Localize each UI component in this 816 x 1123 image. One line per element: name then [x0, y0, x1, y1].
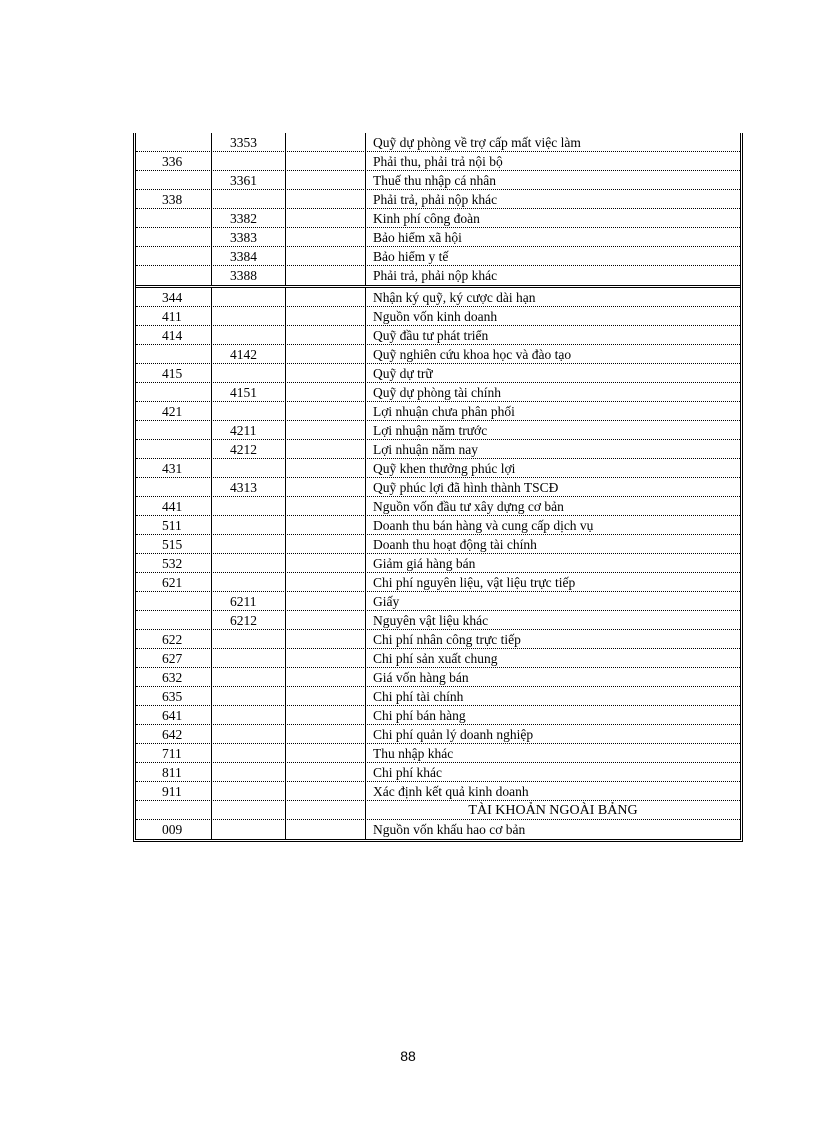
account-code-level1: 421	[136, 402, 212, 420]
account-code-extra	[286, 744, 366, 762]
table-row	[136, 478, 740, 497]
account-code-extra	[286, 554, 366, 572]
table-row	[136, 782, 740, 801]
account-code-level1	[136, 611, 212, 629]
table-row	[136, 307, 740, 326]
account-code-extra	[286, 326, 366, 344]
account-code-level1: 635	[136, 687, 212, 705]
account-code-level1: 336	[136, 152, 212, 170]
section-header-row	[136, 801, 740, 820]
table-row	[136, 383, 740, 402]
account-code-level2	[212, 649, 286, 667]
account-code-level1	[136, 421, 212, 439]
account-code-level2: 3361	[212, 171, 286, 189]
account-code-level2: 6211	[212, 592, 286, 610]
account-code-level2	[212, 459, 286, 477]
account-code-level2	[212, 497, 286, 515]
table-row	[136, 364, 740, 383]
table-row	[136, 535, 740, 554]
account-code-extra	[286, 649, 366, 667]
account-code-extra	[286, 630, 366, 648]
account-code-level2	[212, 152, 286, 170]
account-code-extra	[286, 288, 366, 306]
page-number: 88	[400, 1048, 416, 1064]
account-code-level2: 4313	[212, 478, 286, 496]
account-code-level2	[212, 801, 286, 819]
account-name: Phải thu, phải trả nội bộ	[373, 154, 503, 169]
account-code-level1: 632	[136, 668, 212, 686]
account-code-level2: 4212	[212, 440, 286, 458]
table-row	[136, 228, 740, 247]
account-code-extra	[286, 478, 366, 496]
account-code-extra	[286, 133, 366, 151]
account-code-level1	[136, 133, 212, 151]
account-code-level1: 711	[136, 744, 212, 762]
account-name: Nguồn vốn khấu hao cơ bản	[373, 822, 526, 837]
account-code-level1: 622	[136, 630, 212, 648]
account-name: Quỹ nghiên cứu khoa học và đào tạo	[373, 347, 572, 362]
account-code-level1	[136, 266, 212, 285]
table-row	[136, 630, 740, 649]
account-code-level1	[136, 247, 212, 265]
account-code-extra	[286, 782, 366, 800]
account-name: Chi phí quản lý doanh nghiệp	[373, 727, 534, 742]
account-name: Chi phí sản xuất chung	[373, 651, 498, 666]
account-code-level1	[136, 440, 212, 458]
account-code-extra	[286, 383, 366, 401]
table-row	[136, 763, 740, 782]
account-code-level1	[136, 345, 212, 363]
table-row	[136, 668, 740, 687]
account-name: Chi phí bán hàng	[373, 708, 466, 723]
table-row	[136, 706, 740, 725]
account-code-level1: 009	[136, 820, 212, 839]
account-code-extra	[286, 421, 366, 439]
table-row	[136, 133, 740, 152]
account-code-level2	[212, 744, 286, 762]
account-code-level1: 532	[136, 554, 212, 572]
account-name: Chi phí nguyên liệu, vật liệu trực tiếp	[373, 575, 576, 590]
account-code-level2	[212, 725, 286, 743]
account-code-extra	[286, 611, 366, 629]
account-code-level2	[212, 307, 286, 325]
account-code-extra	[286, 801, 366, 819]
account-code-extra	[286, 402, 366, 420]
account-name: Quỹ phúc lợi đã hình thành TSCĐ	[373, 480, 559, 495]
account-name: Quỹ dự phòng tài chính	[373, 385, 502, 400]
account-name: Giá vốn hàng bán	[373, 670, 469, 685]
account-code-level2: 4142	[212, 345, 286, 363]
account-code-level2	[212, 668, 286, 686]
account-code-level1	[136, 228, 212, 246]
account-name: Lợi nhuận chưa phân phối	[373, 404, 515, 419]
account-code-extra	[286, 190, 366, 208]
account-code-level2	[212, 554, 286, 572]
account-name: Lợi nhuận năm nay	[373, 442, 478, 457]
account-code-extra	[286, 573, 366, 591]
account-name: Quỹ khen thưởng phúc lợi	[373, 461, 516, 476]
account-code-extra	[286, 364, 366, 382]
section-title: TÀI KHOẢN NGOÀI BẢNG	[468, 803, 638, 818]
account-table	[133, 133, 743, 842]
account-code-extra	[286, 706, 366, 724]
account-code-extra	[286, 516, 366, 534]
account-code-level1	[136, 171, 212, 189]
account-code-level2	[212, 573, 286, 591]
account-code-level2: 4151	[212, 383, 286, 401]
account-code-extra	[286, 345, 366, 363]
account-code-extra	[286, 687, 366, 705]
account-name: Nguồn vốn kinh doanh	[373, 309, 498, 324]
account-code-level2	[212, 687, 286, 705]
account-code-level2	[212, 516, 286, 534]
account-code-level1: 511	[136, 516, 212, 534]
table-row	[136, 516, 740, 535]
account-name: Giảm giá hàng bán	[373, 556, 476, 571]
table-row	[136, 209, 740, 228]
account-code-extra	[286, 459, 366, 477]
account-code-level2	[212, 190, 286, 208]
account-code-level1	[136, 478, 212, 496]
account-code-level1	[136, 383, 212, 401]
account-code-level1: 811	[136, 763, 212, 781]
account-name: Lợi nhuận năm trước	[373, 423, 488, 438]
table-row	[136, 440, 740, 459]
account-name: Doanh thu hoạt động tài chính	[373, 537, 537, 552]
account-code-extra	[286, 171, 366, 189]
table-row	[136, 152, 740, 171]
account-name: Thuế thu nhập cá nhân	[373, 173, 496, 188]
account-code-extra	[286, 497, 366, 515]
account-code-level2	[212, 402, 286, 420]
account-name: Nhận ký quỹ, ký cược dài hạn	[373, 290, 536, 305]
account-code-extra	[286, 307, 366, 325]
account-code-extra	[286, 668, 366, 686]
account-name: Quỹ đầu tư phát triển	[373, 328, 489, 343]
table-row	[136, 171, 740, 190]
account-code-level2: 3382	[212, 209, 286, 227]
account-name: Phải trả, phải nộp khác	[373, 192, 498, 207]
account-code-level1: 627	[136, 649, 212, 667]
account-code-level2: 3384	[212, 247, 286, 265]
account-code-level2	[212, 706, 286, 724]
account-code-level2	[212, 288, 286, 306]
account-name: Phải trả, phải nộp khác	[373, 268, 498, 283]
account-code-level2: 6212	[212, 611, 286, 629]
table-row	[136, 402, 740, 421]
table-row	[136, 820, 740, 839]
account-code-extra	[286, 266, 366, 285]
account-name: Nguyên vật liệu khác	[373, 613, 489, 628]
table-row	[136, 725, 740, 744]
account-name: Giấy	[373, 594, 400, 609]
account-code-extra	[286, 152, 366, 170]
account-name: Doanh thu bán hàng và cung cấp dịch vụ	[373, 518, 594, 533]
table-row	[136, 459, 740, 478]
account-code-level1	[136, 801, 212, 819]
account-code-level1: 431	[136, 459, 212, 477]
account-code-level2	[212, 326, 286, 344]
account-name: Kinh phí công đoàn	[373, 211, 480, 226]
table-row	[136, 421, 740, 440]
account-code-level2	[212, 820, 286, 839]
table-row	[136, 326, 740, 345]
table-row	[136, 497, 740, 516]
account-code-level1: 515	[136, 535, 212, 553]
account-code-level1: 411	[136, 307, 212, 325]
account-name: Chi phí tài chính	[373, 689, 464, 704]
table-row	[136, 554, 740, 573]
account-code-extra	[286, 440, 366, 458]
account-code-level1: 415	[136, 364, 212, 382]
account-code-level2: 3388	[212, 266, 286, 285]
account-name: Thu nhập khác	[373, 746, 454, 761]
table-row	[136, 288, 740, 307]
account-code-level1: 642	[136, 725, 212, 743]
table-row	[136, 649, 740, 668]
account-code-level1: 911	[136, 782, 212, 800]
table-row	[136, 592, 740, 611]
account-table-block-2	[136, 285, 740, 839]
account-name: Chi phí khác	[373, 765, 442, 780]
account-code-level2	[212, 630, 286, 648]
account-name: Bảo hiểm y tế	[373, 249, 449, 264]
account-code-extra	[286, 820, 366, 839]
account-code-extra	[286, 247, 366, 265]
account-code-extra	[286, 209, 366, 227]
account-name: Quỹ dự phòng về trợ cấp mất việc làm	[373, 135, 581, 150]
account-code-level2	[212, 782, 286, 800]
account-code-level2: 3383	[212, 228, 286, 246]
table-row	[136, 744, 740, 763]
account-code-level1: 414	[136, 326, 212, 344]
account-code-level2	[212, 364, 286, 382]
account-code-level1: 621	[136, 573, 212, 591]
account-code-extra	[286, 592, 366, 610]
account-code-extra	[286, 535, 366, 553]
table-row	[136, 611, 740, 630]
account-code-level1	[136, 209, 212, 227]
table-row	[136, 687, 740, 706]
account-code-level2: 3353	[212, 133, 286, 151]
account-code-level1: 441	[136, 497, 212, 515]
account-name: Quỹ dự trữ	[373, 366, 433, 381]
account-code-level1: 338	[136, 190, 212, 208]
account-code-extra	[286, 725, 366, 743]
account-code-extra	[286, 228, 366, 246]
account-name: Chi phí nhân công trực tiếp	[373, 632, 521, 647]
account-code-level1: 344	[136, 288, 212, 306]
account-name: Nguồn vốn đầu tư xây dựng cơ bản	[373, 499, 564, 514]
table-row	[136, 573, 740, 592]
account-name: Xác định kết quả kinh doanh	[373, 784, 529, 799]
table-row	[136, 266, 740, 285]
account-code-level2	[212, 763, 286, 781]
table-row	[136, 190, 740, 209]
account-code-level2: 4211	[212, 421, 286, 439]
account-name: Bảo hiểm xã hội	[373, 230, 462, 245]
account-code-level1: 641	[136, 706, 212, 724]
table-row	[136, 247, 740, 266]
account-code-level2	[212, 535, 286, 553]
account-table-block-1	[136, 133, 740, 285]
account-code-level1	[136, 592, 212, 610]
account-code-extra	[286, 763, 366, 781]
table-row	[136, 345, 740, 364]
